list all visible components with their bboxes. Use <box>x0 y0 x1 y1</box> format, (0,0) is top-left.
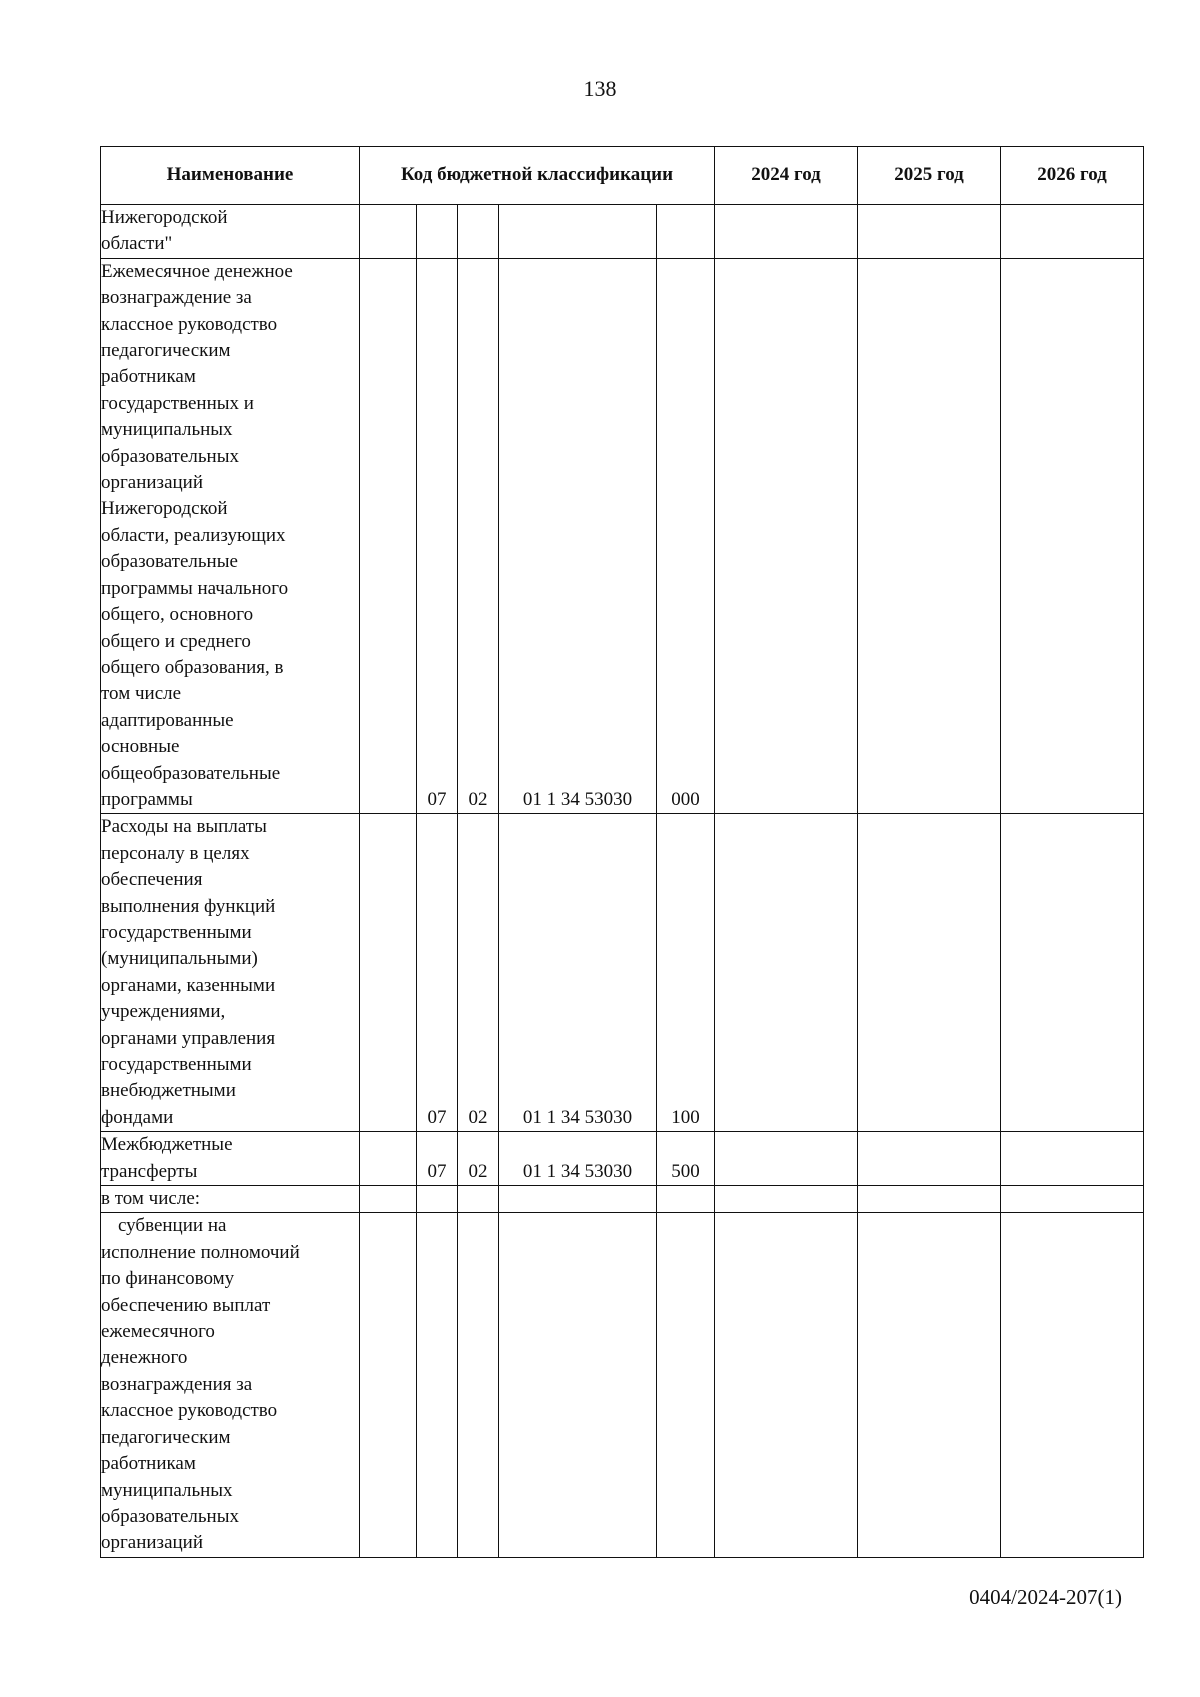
table-row <box>101 205 1144 259</box>
row-amount-2026 <box>1001 814 1144 1132</box>
row-amount-2025 <box>858 205 1001 259</box>
table-row <box>101 1132 1144 1186</box>
row-amount-2026 <box>1001 1213 1144 1557</box>
header-name: Наименование <box>101 147 360 205</box>
row-amount-2025 <box>858 1186 1001 1213</box>
header-code: Код бюджетной классификации <box>360 147 715 205</box>
row-code-c2 <box>417 1213 458 1557</box>
row-name: в том числе: <box>101 1186 360 1213</box>
row-name: Межбюджетные трансферты <box>101 1132 360 1186</box>
row-code-c5 <box>657 205 715 259</box>
row-amount-2025 <box>858 258 1001 814</box>
row-code-c1 <box>360 1186 417 1213</box>
table-row <box>101 258 1144 814</box>
row-code-c3: 02 <box>458 258 499 814</box>
row-amount-2025 <box>858 1213 1001 1557</box>
row-amount-2024 <box>715 814 858 1132</box>
row-name: Нижегородской области" <box>101 205 360 259</box>
row-name: Ежемесячное денежное вознаграждение за классное руководство педагогическим работникам государственных и муниципальных образовательных организаций Нижегородской области, реализующих образовательные программы начального общего, основного общего и среднего общего образования, в том числе адаптированные основные общеобразовательные программы <box>101 258 360 814</box>
row-code-c3 <box>458 1213 499 1557</box>
row-code-c4: 01 1 34 53030 <box>499 258 657 814</box>
budget-table <box>100 146 1144 1558</box>
header-2024: 2024 год <box>715 147 858 205</box>
row-code-c2 <box>417 205 458 259</box>
page-number: 138 <box>583 76 617 101</box>
row-amount-2024 <box>715 1186 858 1213</box>
row-code-c4 <box>499 205 657 259</box>
row-code-c3: 02 <box>458 814 499 1132</box>
row-code-c4 <box>499 1213 657 1557</box>
header-2025: 2025 год <box>858 147 1001 205</box>
row-code-c2: 07 <box>417 814 458 1132</box>
document-number: 0404/2024-207(1) <box>969 1585 1122 1609</box>
row-name: Расходы на выплаты персоналу в целях обеспечения выполнения функций государственными (муниципальными) органами, казенными учреждениями, органами управления государственными внебюджетными фондами <box>101 814 360 1132</box>
row-code-c3 <box>458 1186 499 1213</box>
row-code-c4: 01 1 34 53030 <box>499 1132 657 1186</box>
row-code-c3 <box>458 205 499 259</box>
row-code-c4: 01 1 34 53030 <box>499 814 657 1132</box>
row-code-c1 <box>360 814 417 1132</box>
row-code-c3: 02 <box>458 1132 499 1186</box>
row-code-c1 <box>360 1213 417 1557</box>
row-code-c1 <box>360 1132 417 1186</box>
row-code-c1 <box>360 205 417 259</box>
row-amount-2026 <box>1001 1132 1144 1186</box>
row-amount-2024 <box>715 1132 858 1186</box>
row-code-c5 <box>657 1213 715 1557</box>
row-amount-2024 <box>715 258 858 814</box>
row-name: субвенции на исполнение полномочий по финансовому обеспечению выплат ежемесячного денежного вознаграждения за классное руководство педагогическим работникам муниципальных образовательных организаций <box>101 1213 360 1557</box>
row-code-c1 <box>360 258 417 814</box>
row-code-c4 <box>499 1186 657 1213</box>
table-row <box>101 814 1144 1132</box>
header-2026: 2026 год <box>1001 147 1144 205</box>
row-amount-2025 <box>858 1132 1001 1186</box>
table-row <box>101 1186 1144 1213</box>
row-code-c5: 000 <box>657 258 715 814</box>
row-code-c2: 07 <box>417 1132 458 1186</box>
row-code-c5: 100 <box>657 814 715 1132</box>
row-amount-2024 <box>715 1213 858 1557</box>
row-code-c2: 07 <box>417 258 458 814</box>
row-amount-2026 <box>1001 205 1144 259</box>
row-code-c5: 500 <box>657 1132 715 1186</box>
row-amount-2026 <box>1001 258 1144 814</box>
row-amount-2026 <box>1001 1186 1144 1213</box>
table-row <box>101 1213 1144 1557</box>
table-header-row <box>101 147 1144 205</box>
row-code-c5 <box>657 1186 715 1213</box>
row-code-c2 <box>417 1186 458 1213</box>
row-amount-2024 <box>715 205 858 259</box>
row-amount-2025 <box>858 814 1001 1132</box>
